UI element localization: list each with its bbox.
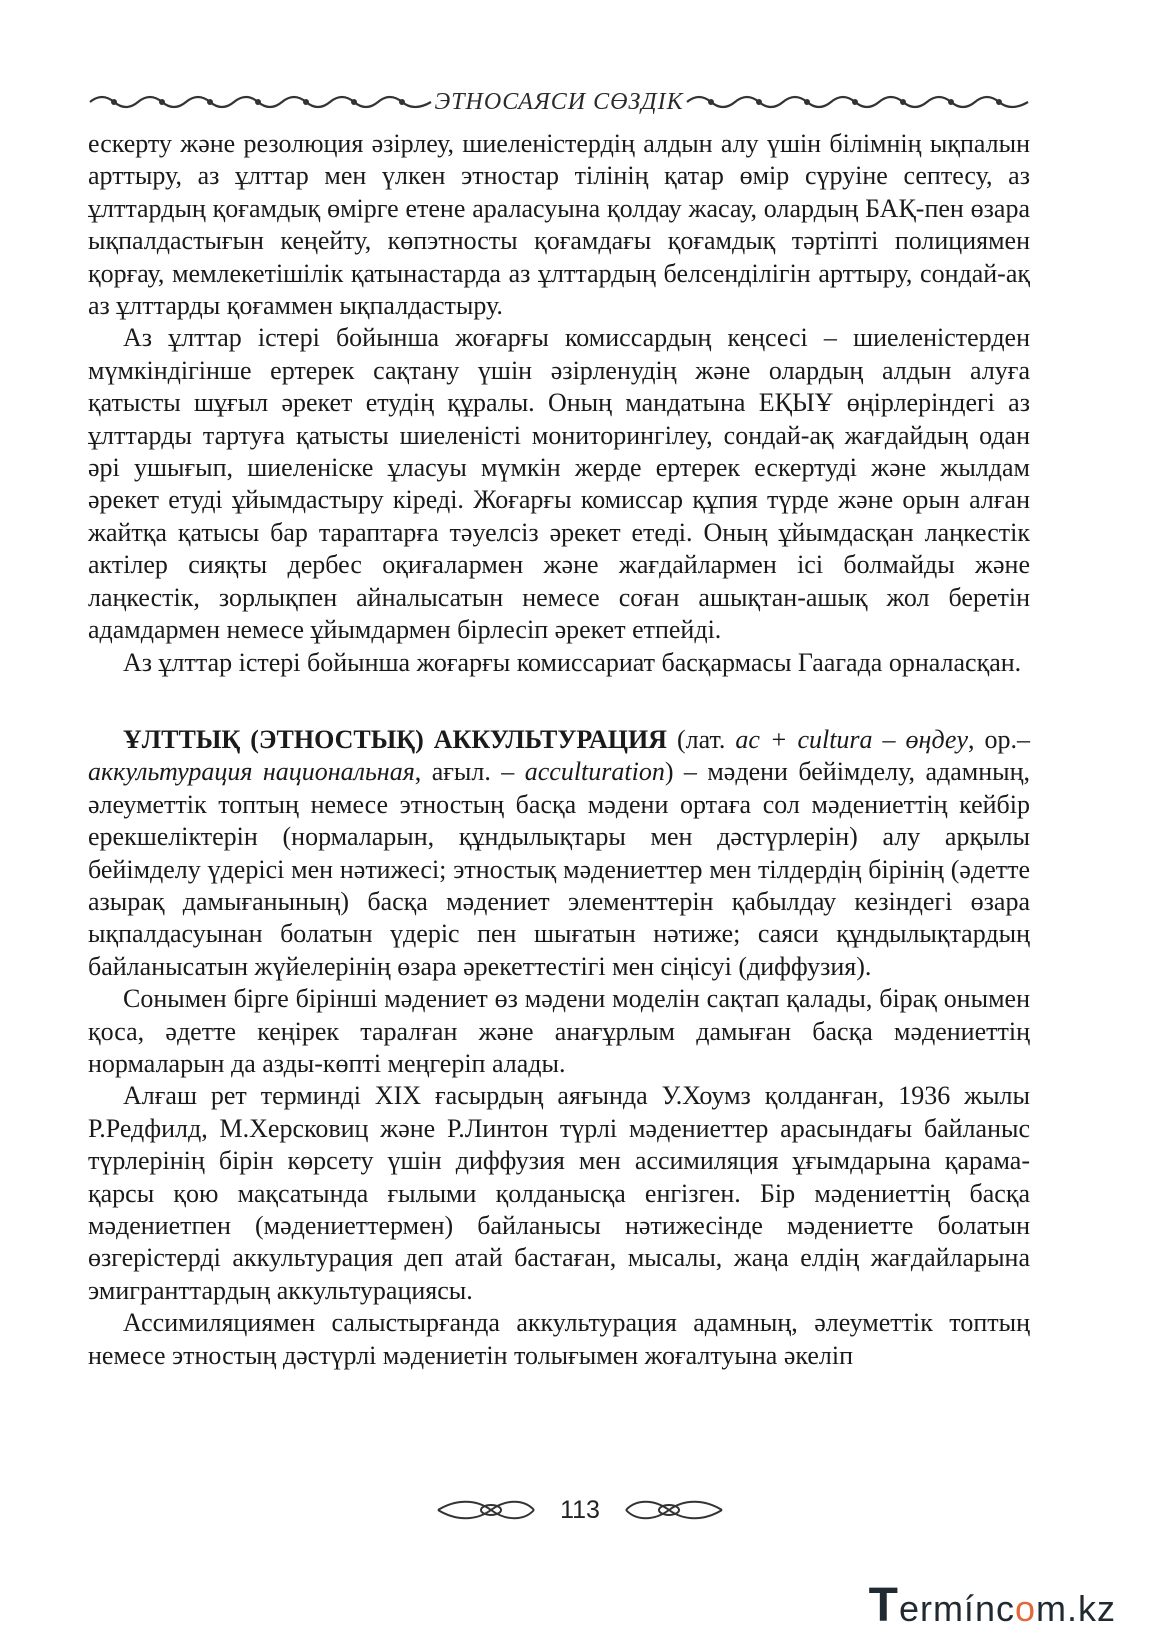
entry-definition: ) – мәдени бейімделу, адамның, әлеуметтік топтың немесе этностың басқа мәдени ортаға сол мәдениеттің кейбір ерекшеліктерін (нормаларын, құндылықтары мен дәстүрлерін) алу арқылы бейімделу үдерісі мен нәтижесі; этностық мәдениеттер мен тілдердің бірінің (әдетте азырақ дамығанының) басқа мәдениет элементтерін қабылдау кезіндегі өзара ықпалдасуынан болатын үдеріс пен шығатын нәтиже; саяси құндылықтардың байланысатын жүйелерінің өзара әрекеттестігі мен сіңісуі (диффузия). — [88, 757, 1031, 981]
ornament-right-icon — [685, 90, 1030, 114]
entry-gap — [88, 679, 1030, 724]
paragraph: Аз ұлттар істері бойынша жоғарғы комиссардың кеңсесі – шиеленістерден мүмкіндігінше ертерек сақтану үшін әзірленудің және олардың алдын алуға қатысты шұғыл әрекет етудің құралы. Оның мандатына ЕҚЫҰ өңірлеріндегі аз ұлттарды тартуға қатысты шиеленісті мониторингілеу, сондай-ақ жағдайдың одан әрі ушығып, шиеленіске ұласуы мүмкін жерде ертерек ескертуді және жылдам әрекет етуді ұйымдастыру кіреді. Жоғарғы комиссар құпия түрде және орын алған жайтқа қатысы бар тараптарға тәуелсіз әрекет етеді. Оның ұйымдасқан лаңкестік актілер сияқты дербес оқиғалармен және жағдайлармен ісі болмайды және лаңкестік, зорлықпен айналысатын немесе соған ашықтан-ашық жол беретін адамдармен немесе ұйымдармен бірлесіп әрекет етпейді. — [88, 323, 1030, 645]
entry-russian: аккультурация национальная — [88, 757, 415, 787]
ornament-left-icon — [88, 90, 433, 114]
paragraph: Сонымен бірге бірінші мәдениет өз мәдени моделін сақтап қалады, бірақ онымен қоса, әдетте кеңірек таралған және анағұрлым дамыған басқа мәдениеттің нормаларын да азды-көпті меңгеріп алады. — [88, 984, 1030, 1078]
page-footer — [410, 1490, 750, 1530]
entry-english: acculturation — [524, 757, 665, 787]
paragraph-continued: ескерту және резолюция әзірлеу, шиеленістердің алдын алу үшін білімнің ықпалын арттыру, аз ұлттар мен үлкен этностар тілінің қатар өмір сүруіне септесу, аз ұлттардың қоғамдық өмірге етене араласуына қолдау жасау, олардың БАҚ-пен өзара ықпалдастығын кеңейту, көпэтносты қоғамдағы қоғамдық тәртіпті полициямен қорғау, мемлекетішілік қатынастарда аз ұлттардың белсенділігін арттыру, сондай-ақ аз ұлттарды қоғаммен ықпалдастыру. — [88, 129, 1030, 321]
flourish-right-icon — [624, 1497, 724, 1523]
watermark-letter: T — [868, 1579, 899, 1632]
entry-text: , ор.– — [968, 724, 1030, 754]
page-number: 113 — [560, 1495, 600, 1524]
entry-text: , ағыл. – — [414, 757, 525, 787]
flourish-left-icon — [436, 1497, 536, 1523]
watermark-text: m.kz — [1036, 1588, 1116, 1629]
paragraph: Ассимиляциямен салыстырғанда аккультурация адамның, әлеуметтік топтың немесе этностың дәстүрлі мәдениетін толығымен жоғалтуына әкеліп — [88, 1308, 1030, 1370]
entry-term: ҰЛТТЫҚ (ЭТНОСТЫҚ) АККУЛЬТУРАЦИЯ — [123, 724, 667, 754]
header-title: ЭТНОСАЯСИ СӨЗДІК — [434, 88, 684, 115]
entry-latin: ac + cultura – өңдеу — [735, 724, 968, 754]
running-header — [88, 86, 1030, 118]
entry-text: (лат. — [666, 724, 736, 754]
paragraph: Аз ұлттар істері бойынша жоғарғы комиссариат басқармасы Гаагада орналасқан. — [123, 647, 1022, 677]
dictionary-entry — [88, 724, 1030, 983]
watermark-text: ermínc — [898, 1588, 1015, 1629]
page-body — [88, 128, 1030, 1372]
paragraph: Алғаш рет терминді XIX ғасырдың аяғында У.Хоумз қолданған, 1936 жылы Р.Редфилд, М.Херсковиц және Р.Линтон түрлі мәдениеттер арасындағы байланыс түрлерінің бірін көрсету үшін диффузия мен ассимиляция ұғымдарына қарама-қарсы қою мақсатында ғылыми қолданысқа енгізген. Бір мәдениеттің басқа мәдениетпен (мәдениеттермен) байланысы нәтижесінде мәдениетте болатын өзгерістерді аккультурация деп атай бастаған, мысалы, жаңа елдің жағдайларына эмигранттардың аккультурациясы. — [88, 1081, 1030, 1305]
site-watermark — [869, 1578, 1116, 1633]
watermark-o: o — [1014, 1588, 1036, 1629]
